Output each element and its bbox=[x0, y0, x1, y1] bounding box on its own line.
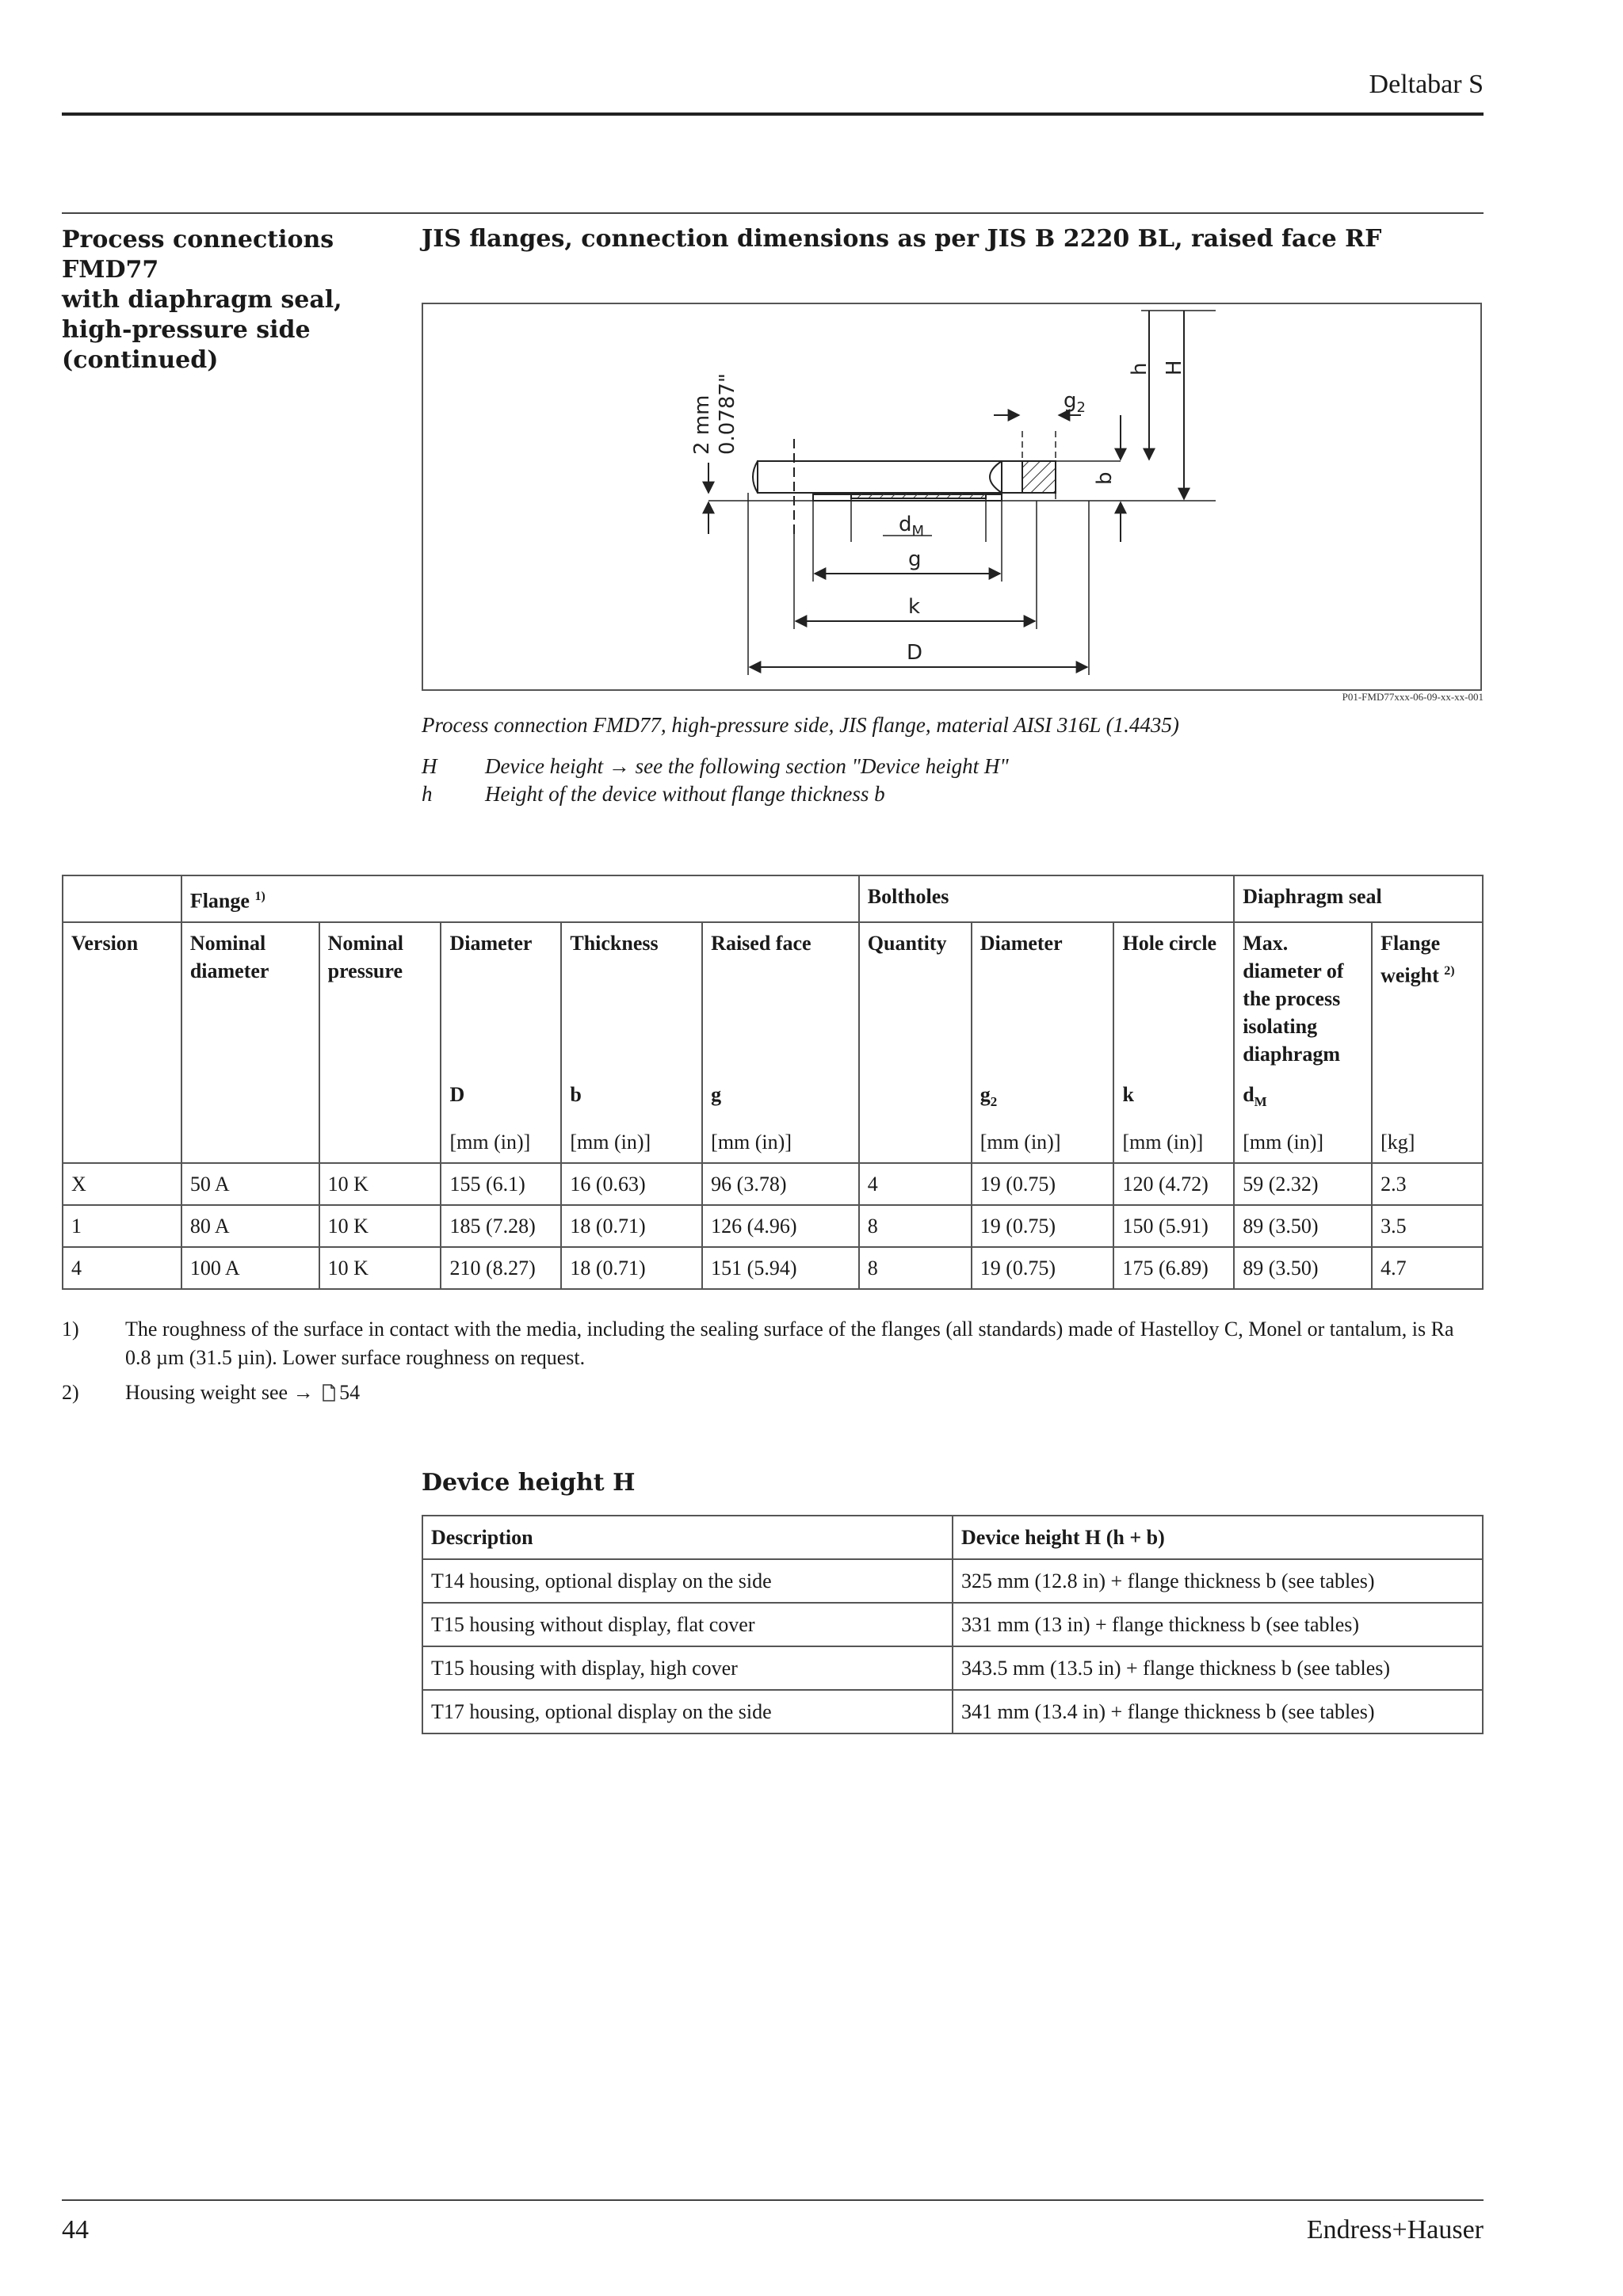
table-row bbox=[422, 1559, 1483, 1603]
unit-cell: [mm (in)] bbox=[702, 1122, 859, 1163]
table-row bbox=[63, 1163, 1483, 1205]
unit-cell: [mm (in)] bbox=[1113, 1122, 1234, 1163]
flange-raised-curve bbox=[990, 461, 1002, 493]
section-title-line: (continued) bbox=[62, 346, 219, 374]
table-cell: 2.3 bbox=[1372, 1163, 1483, 1205]
dM-label: $d_M$ bbox=[899, 513, 925, 540]
diaphragm-hatch bbox=[851, 493, 986, 498]
table-cell bbox=[319, 1074, 441, 1122]
k-label: k bbox=[908, 595, 921, 619]
section-title-line: with diaphragm seal, bbox=[62, 286, 342, 314]
table-cell: 8 bbox=[859, 1247, 972, 1289]
table-cell: 210 (8.27) bbox=[441, 1247, 561, 1289]
footnote-text: The roughness of the surface in contact with the media, including the sealing surface of the flanges (all standards) made of Hastelloy C, Monel or tantalum, is Ra 0.8 µm (31.5 µin). Lower surface roughness on request. bbox=[125, 1318, 1454, 1369]
symbol-cell: g bbox=[702, 1074, 859, 1122]
symbol-cell: b bbox=[561, 1074, 702, 1122]
section-rule bbox=[62, 212, 1484, 214]
header-rule bbox=[62, 113, 1484, 116]
table-cell: 16 (0.63) bbox=[561, 1163, 702, 1205]
col-header: Version bbox=[63, 922, 181, 1074]
col-header: Diameter bbox=[441, 922, 561, 1074]
table-cell bbox=[63, 875, 181, 922]
page-reference-icon bbox=[322, 1384, 336, 1402]
table-row bbox=[63, 1205, 1483, 1247]
footnote-text: Housing weight see → bbox=[125, 1381, 319, 1404]
symbol-cell: k bbox=[1113, 1074, 1234, 1122]
footnote-number: 2) bbox=[62, 1381, 79, 1404]
table-cell: 10 K bbox=[319, 1163, 441, 1205]
table-cell: 341 mm (13.4 in) + flange thickness b (see tables) bbox=[953, 1690, 1483, 1733]
figure-legend bbox=[422, 754, 1009, 810]
table-cell bbox=[181, 1074, 319, 1122]
table-cell bbox=[63, 1074, 181, 1122]
legend-symbol: H bbox=[422, 754, 437, 778]
jis-flange-table bbox=[62, 875, 1484, 1290]
table-cell: 18 (0.71) bbox=[561, 1205, 702, 1247]
device-height-title: Device height H bbox=[422, 1469, 636, 1497]
group-header-flange: Flange $^{1)}$ bbox=[181, 875, 859, 922]
legend-text: Device height → see the following section "Device height H" bbox=[485, 754, 1009, 778]
table-cell bbox=[1372, 1074, 1483, 1122]
table-cell: 80 A bbox=[181, 1205, 319, 1247]
table-cell: 151 (5.94) bbox=[702, 1247, 859, 1289]
table-row bbox=[422, 1690, 1483, 1733]
col-header: Max. diameter of the process isolating diaphragm bbox=[1234, 922, 1372, 1074]
table-cell: T15 housing without display, flat cover bbox=[422, 1603, 953, 1646]
table-cell: 126 (4.96) bbox=[702, 1205, 859, 1247]
col-header: Quantity bbox=[859, 922, 972, 1074]
table-cell bbox=[859, 1122, 972, 1163]
section-title bbox=[62, 225, 395, 376]
table-cell: 100 A bbox=[181, 1247, 319, 1289]
brand-name: Endress+Hauser bbox=[1306, 2215, 1484, 2245]
col-header: Device height H (h + b) bbox=[953, 1516, 1483, 1559]
table-cell: T17 housing, optional display on the side bbox=[422, 1690, 953, 1733]
table-cell: T15 housing with display, high cover bbox=[422, 1646, 953, 1690]
flange-drawing bbox=[422, 303, 1482, 691]
group-header-boltholes: Boltholes bbox=[859, 875, 1234, 922]
table-row bbox=[63, 1247, 1483, 1289]
col-header: Raised face bbox=[702, 922, 859, 1074]
col-header: Thickness bbox=[561, 922, 702, 1074]
table-cell: 18 (0.71) bbox=[561, 1247, 702, 1289]
col-header: Flange weight $^{2)}$ bbox=[1372, 922, 1483, 1074]
table-cell: 50 A bbox=[181, 1163, 319, 1205]
figure-caption: Process connection FMD77, high-pressure side, JIS flange, material AISI 316L (1.4435) bbox=[422, 713, 1179, 737]
legend-text: Height of the device without flange thickness b bbox=[485, 782, 885, 806]
footnote-1 bbox=[62, 1315, 1484, 1372]
table-cell: 59 (2.32) bbox=[1234, 1163, 1372, 1205]
table-cell: 4 bbox=[859, 1163, 972, 1205]
footnote-page-link[interactable]: 54 bbox=[339, 1381, 361, 1404]
table-cell: 10 K bbox=[319, 1247, 441, 1289]
table-cell bbox=[63, 1122, 181, 1163]
table-cell: 8 bbox=[859, 1205, 972, 1247]
table-symbol-row bbox=[63, 1074, 1483, 1122]
table-group-row bbox=[63, 875, 1483, 922]
h-label: h bbox=[1128, 362, 1151, 376]
legend-item bbox=[422, 782, 1009, 810]
unit-cell: [mm (in)] bbox=[972, 1122, 1114, 1163]
group-header-diaphragm: Diaphragm seal bbox=[1234, 875, 1483, 922]
table-header-row bbox=[63, 922, 1483, 1074]
header-title: Deltabar S bbox=[1369, 70, 1484, 99]
table-cell bbox=[859, 1074, 972, 1122]
table-cell: X bbox=[63, 1163, 181, 1205]
table-row bbox=[422, 1646, 1483, 1690]
table-cell: 343.5 mm (13.5 in) + flange thickness b (see tables) bbox=[953, 1646, 1483, 1690]
section-title-line: high-pressure side bbox=[62, 316, 311, 344]
page-number: 44 bbox=[62, 2215, 89, 2245]
footer-rule bbox=[62, 2199, 1484, 2201]
legend-symbol: h bbox=[422, 782, 433, 806]
table-cell: 325 mm (12.8 in) + flange thickness b (see tables) bbox=[953, 1559, 1483, 1603]
subsection-title: JIS flanges, connection dimensions as per JIS B 2220 BL, raised face RF bbox=[422, 225, 1382, 253]
g2-label: $g_2$ bbox=[1064, 389, 1086, 416]
col-header: Hole circle bbox=[1113, 922, 1234, 1074]
symbol-cell: D bbox=[441, 1074, 561, 1122]
flange-section-hatch bbox=[1022, 461, 1056, 493]
D-label: D bbox=[907, 641, 923, 665]
H-label: H bbox=[1163, 360, 1186, 376]
footnote-2 bbox=[62, 1379, 360, 1407]
table-cell: 120 (4.72) bbox=[1113, 1163, 1234, 1205]
table-cell: 331 mm (13 in) + flange thickness b (see tables) bbox=[953, 1603, 1483, 1646]
table-cell: 10 K bbox=[319, 1205, 441, 1247]
col-header: Nominal diameter bbox=[181, 922, 319, 1074]
symbol-cell: $g_2$ bbox=[972, 1074, 1114, 1122]
table-cell: 19 (0.75) bbox=[972, 1205, 1114, 1247]
table-unit-row bbox=[63, 1122, 1483, 1163]
table-cell: 89 (3.50) bbox=[1234, 1205, 1372, 1247]
table-cell: 1 bbox=[63, 1205, 181, 1247]
g-label: g bbox=[908, 547, 922, 571]
table-cell: 4.7 bbox=[1372, 1247, 1483, 1289]
table-cell: 4 bbox=[63, 1247, 181, 1289]
table-cell bbox=[181, 1122, 319, 1163]
table-cell: 19 (0.75) bbox=[972, 1163, 1114, 1205]
dim-label-inch: 0.0787" bbox=[716, 373, 739, 455]
table-cell: T14 housing, optional display on the side bbox=[422, 1559, 953, 1603]
unit-cell: [mm (in)] bbox=[1234, 1122, 1372, 1163]
table-cell bbox=[319, 1122, 441, 1163]
section-title-line: Process connections FMD77 bbox=[62, 226, 334, 284]
col-header: Nominal pressure bbox=[319, 922, 441, 1074]
dim-label-mm: 2 mm bbox=[690, 395, 714, 455]
table-cell: 175 (6.89) bbox=[1113, 1247, 1234, 1289]
device-height-table bbox=[422, 1515, 1484, 1734]
table-cell: 3.5 bbox=[1372, 1205, 1483, 1247]
table-cell: 89 (3.50) bbox=[1234, 1247, 1372, 1289]
footnote-number: 1) bbox=[62, 1318, 79, 1341]
table-row bbox=[422, 1603, 1483, 1646]
figure-id: P01-FMD77xxx-06-09-xx-xx-001 bbox=[1342, 691, 1484, 703]
table-header-row bbox=[422, 1516, 1483, 1559]
unit-cell: [kg] bbox=[1372, 1122, 1483, 1163]
flange-drawing-svg bbox=[423, 304, 1484, 692]
unit-cell: [mm (in)] bbox=[441, 1122, 561, 1163]
table-cell: 185 (7.28) bbox=[441, 1205, 561, 1247]
col-header: Diameter bbox=[972, 922, 1114, 1074]
col-header: Description bbox=[422, 1516, 953, 1559]
table-cell: 19 (0.75) bbox=[972, 1247, 1114, 1289]
legend-item bbox=[422, 754, 1009, 782]
unit-cell: [mm (in)] bbox=[561, 1122, 702, 1163]
table-cell: 150 (5.91) bbox=[1113, 1205, 1234, 1247]
table-cell: 96 (3.78) bbox=[702, 1163, 859, 1205]
b-label: b bbox=[1093, 471, 1117, 485]
table-cell: 155 (6.1) bbox=[441, 1163, 561, 1205]
symbol-cell: $d_M$ bbox=[1234, 1074, 1372, 1122]
